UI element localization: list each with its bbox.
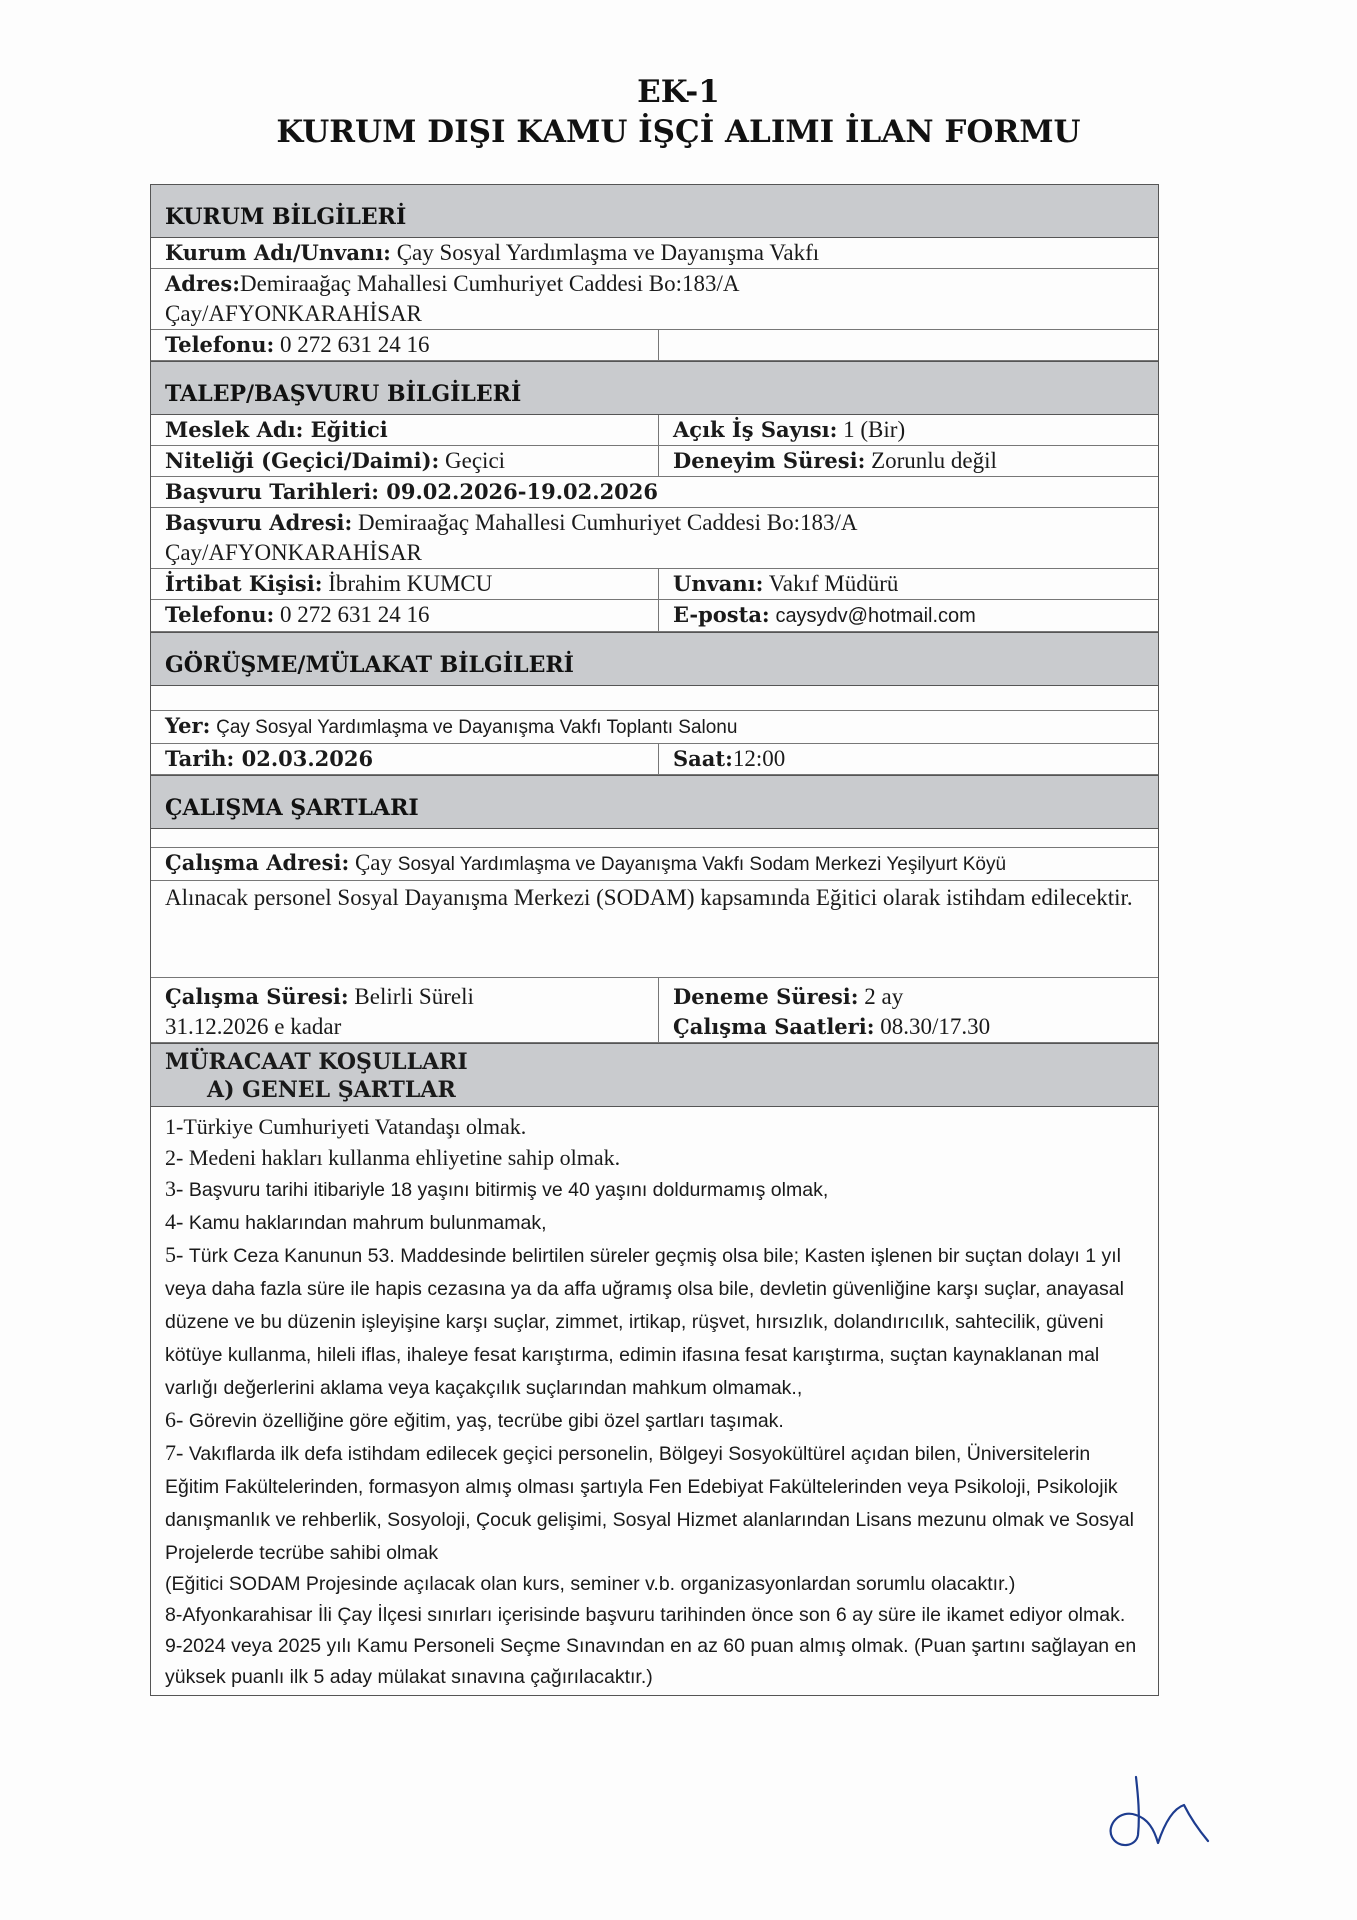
condition-2: 2- Medeni hakları kullanma ehliyetine sahip olmak. [165,1145,621,1170]
empty-cell [659,330,1158,360]
condition-6-text: Görevin özelliğine göre eğitim, yaş, tecrübe gibi özel şartları taşımak. [188,1410,784,1432]
kurum-telefon-value: 0 272 631 24 16 [280,332,430,357]
kurum-adres-row [151,269,1158,330]
condition-6-number: 6- [165,1407,184,1432]
calisma-adres-value-b: Sosyal Yardımlaşma ve Dayanışma Vakfı Sodam Merkezi Yeşilyurt Köyü [397,854,1007,875]
unvan-value: Vakıf Müdürü [768,571,899,596]
section-header-kurum: KURUM BİLGİLERİ [151,184,1158,238]
saatler-value: 08.30/17.30 [880,1014,991,1039]
irtibat-label: İrtibat Kişisi: [165,571,323,596]
acik-is-value: 1 (Bir) [843,417,906,442]
condition-7-text: Vakıflarda ilk defa istihdam edilecek geçici personelin, Bölgeyi Sosyokültürel açıdan bilen, Üniversitelerin Eğitim Fakültelerinden, formasyon almış olması şartıyla Fen Edebiyat Fakültelerinden veya Psikoloji, Psikolojik danışmanlık ve rehberlik, Sosyoloji, Çocuk gelişimi, Sosyal Hizmet alanlarından Lisans mezunu olmak ve Sosyal Projelerde tecrübe sahibi olmak [165,1443,1134,1564]
section-header-gorusme: GÖRÜŞME/MÜLAKAT BİLGİLERİ [151,632,1158,686]
saat-label: Saat: [673,746,733,771]
condition-5 [165,1239,1144,1404]
talep-telefon-row [151,600,1158,632]
eposta-label: E-posta: [673,602,770,627]
kurum-ad-row [151,238,1158,269]
basvuru-adres-value: Demiraağaç Mahallesi Cumhuriyet Caddesi Bo:183/A [358,510,858,535]
condition-8: 8-Afyonkarahisar İli Çay İlçesi sınırları içerisinde başvuru tarihinden önce son 6 ay süre ile ikamet ediyor olmak. [165,1604,1126,1626]
condition-4-text: Kamu haklarından mahrum bulunmamak, [188,1212,547,1234]
deneme-value: 2 ay [864,984,904,1009]
condition-5-number: 5- [165,1242,184,1267]
calisma-aciklama-row [151,881,1158,978]
calisma-sure-row [151,978,1158,1043]
talep-telefon-value: 0 272 631 24 16 [280,602,430,627]
nitelik-value: Geçici [445,448,506,473]
spacer-row [151,686,1158,711]
kurum-adres-city: Çay/AFYONKARAHİSAR [165,301,422,326]
kurum-telefon-label: Telefonu: [165,332,275,357]
tarih-saat-row [151,744,1158,775]
condition-9: 9-2024 veya 2025 yılı Kamu Personeli Seçme Sınavından en az 60 puan almış olmak. (Puan şartını sağlayan en yüksek puanlı ilk 5 aday mülakat sınavına çağırılacaktır.) [165,1635,1137,1688]
deneme-label: Deneme Süresi: [673,984,859,1009]
deneyim-label: Deneyim Süresi: [673,448,866,473]
section-header-talep: TALEP/BAŞVURU BİLGİLERİ [151,361,1158,415]
section-header-muracaat [151,1043,1158,1107]
calisma-adres-row [151,848,1158,881]
conditions-list [151,1107,1158,1696]
condition-1: 1-Türkiye Cumhuriyeti Vatandaşı olmak. [165,1114,527,1139]
condition-7-note: (Eğitici SODAM Projesinde açılacak olan kurs, seminer v.b. organizasyonlardan sorumlu olacaktır.) [165,1573,1016,1595]
annex-label: EK-1 [637,74,720,110]
section-header-calisma: ÇALIŞMA ŞARTLARI [151,775,1158,829]
basvuru-tarih-row [151,477,1158,508]
condition-4 [165,1206,1144,1239]
condition-4-number: 4- [165,1209,184,1234]
document-title [0,72,1357,152]
yer-row [151,711,1158,744]
handwritten-signature [1098,1765,1218,1855]
unvan-label: Unvanı: [673,571,764,596]
saat-value: 12:00 [732,746,786,771]
calisma-sure-end: 31.12.2026 e kadar [165,1014,342,1039]
saatler-label: Çalışma Saatleri: [673,1014,875,1039]
basvuru-tarih-label: Başvuru Tarihleri: 09.02.2026-19.02.2026 [165,479,659,504]
eposta-value: caysydv@hotmail.com [775,605,976,627]
condition-5-text: Türk Ceza Kanunun 53. Maddesinde belirtilen süreler geçmiş olsa bile; Kasten işlenen bir suçtan dolayı 1 yıl veya daha fazla süre ile hapis cezasına ya da affa uğramış olsa bile, devletin güvenliğine karşı suçlar, anayasal düzene ve bu düzenin işleyişine karşı suçlar, zimmet, irtikap, rüşvet, hırsızlık, dolandırıcılık, sahtecilik, güveni kötüye kullanma, hileli iflas, ihaleye fesat karıştırma, edimin ifasına fesat karıştırma, suçtan kaynaklanan mal varlığı değerlerini aklama veya kaçakçılık suçlarından mahkum olmamak., [165,1245,1124,1399]
form-title: KURUM DIŞI KAMU İŞÇİ ALIMI İLAN FORMU [276,114,1081,150]
kurum-adres-value: Demiraağaç Mahallesi Cumhuriyet Caddesi Bo:183/A [239,271,740,296]
condition-3 [165,1173,1144,1206]
condition-3-text: Başvuru tarihi itibariyle 18 yaşını bitirmiş ve 40 yaşını doldurmamış olmak, [188,1179,829,1201]
basvuru-adres-city: Çay/AFYONKARAHİSAR [165,540,422,565]
genel-sartlar-title: A) GENEL ŞARTLAR [207,1077,456,1103]
nitelik-row [151,446,1158,477]
condition-7 [165,1437,1144,1569]
calisma-sure-label: Çalışma Süresi: [165,984,349,1009]
calisma-adres-value-a: Çay [354,850,393,875]
kurum-ad-label: Kurum Adı/Unvanı: [165,240,391,265]
yer-label: Yer: [165,713,211,738]
mulakat-tarih-label: Tarih: 02.03.2026 [165,746,374,771]
condition-6 [165,1404,1144,1437]
calisma-adres-label: Çalışma Adresi: [165,850,350,875]
meslek-label: Meslek Adı: Eğitici [165,417,388,442]
condition-3-number: 3- [165,1176,184,1201]
talep-telefon-label: Telefonu: [165,602,275,627]
condition-7-number: 7- [165,1440,184,1465]
muracaat-title: MÜRACAAT KOŞULLARI [165,1049,468,1075]
yer-value: Çay Sosyal Yardımlaşma ve Dayanışma Vakfı Toplantı Salonu [216,717,738,738]
kurum-adres-label: Adres: [165,271,240,296]
meslek-row [151,415,1158,446]
irtibat-row [151,569,1158,600]
nitelik-label: Niteliği (Geçici/Daimi): [165,448,440,473]
irtibat-value: İbrahim KUMCU [328,571,493,596]
deneyim-value: Zorunlu değil [871,448,997,473]
acik-is-label: Açık İş Sayısı: [673,417,838,442]
calisma-sure-value: Belirli Süreli [354,984,474,1009]
basvuru-adres-row [151,508,1158,569]
calisma-aciklama: Alınacak personel Sosyal Dayanışma Merkezi (SODAM) kapsamında Eğitici olarak istihdam edilecektir. [165,885,1133,910]
kurum-ad-value: Çay Sosyal Yardımlaşma ve Dayanışma Vakfı [396,240,820,265]
announcement-form [150,184,1159,1696]
kurum-telefon-row [151,330,1158,361]
spacer-row-2 [151,829,1158,848]
basvuru-adres-label: Başvuru Adresi: [165,510,353,535]
